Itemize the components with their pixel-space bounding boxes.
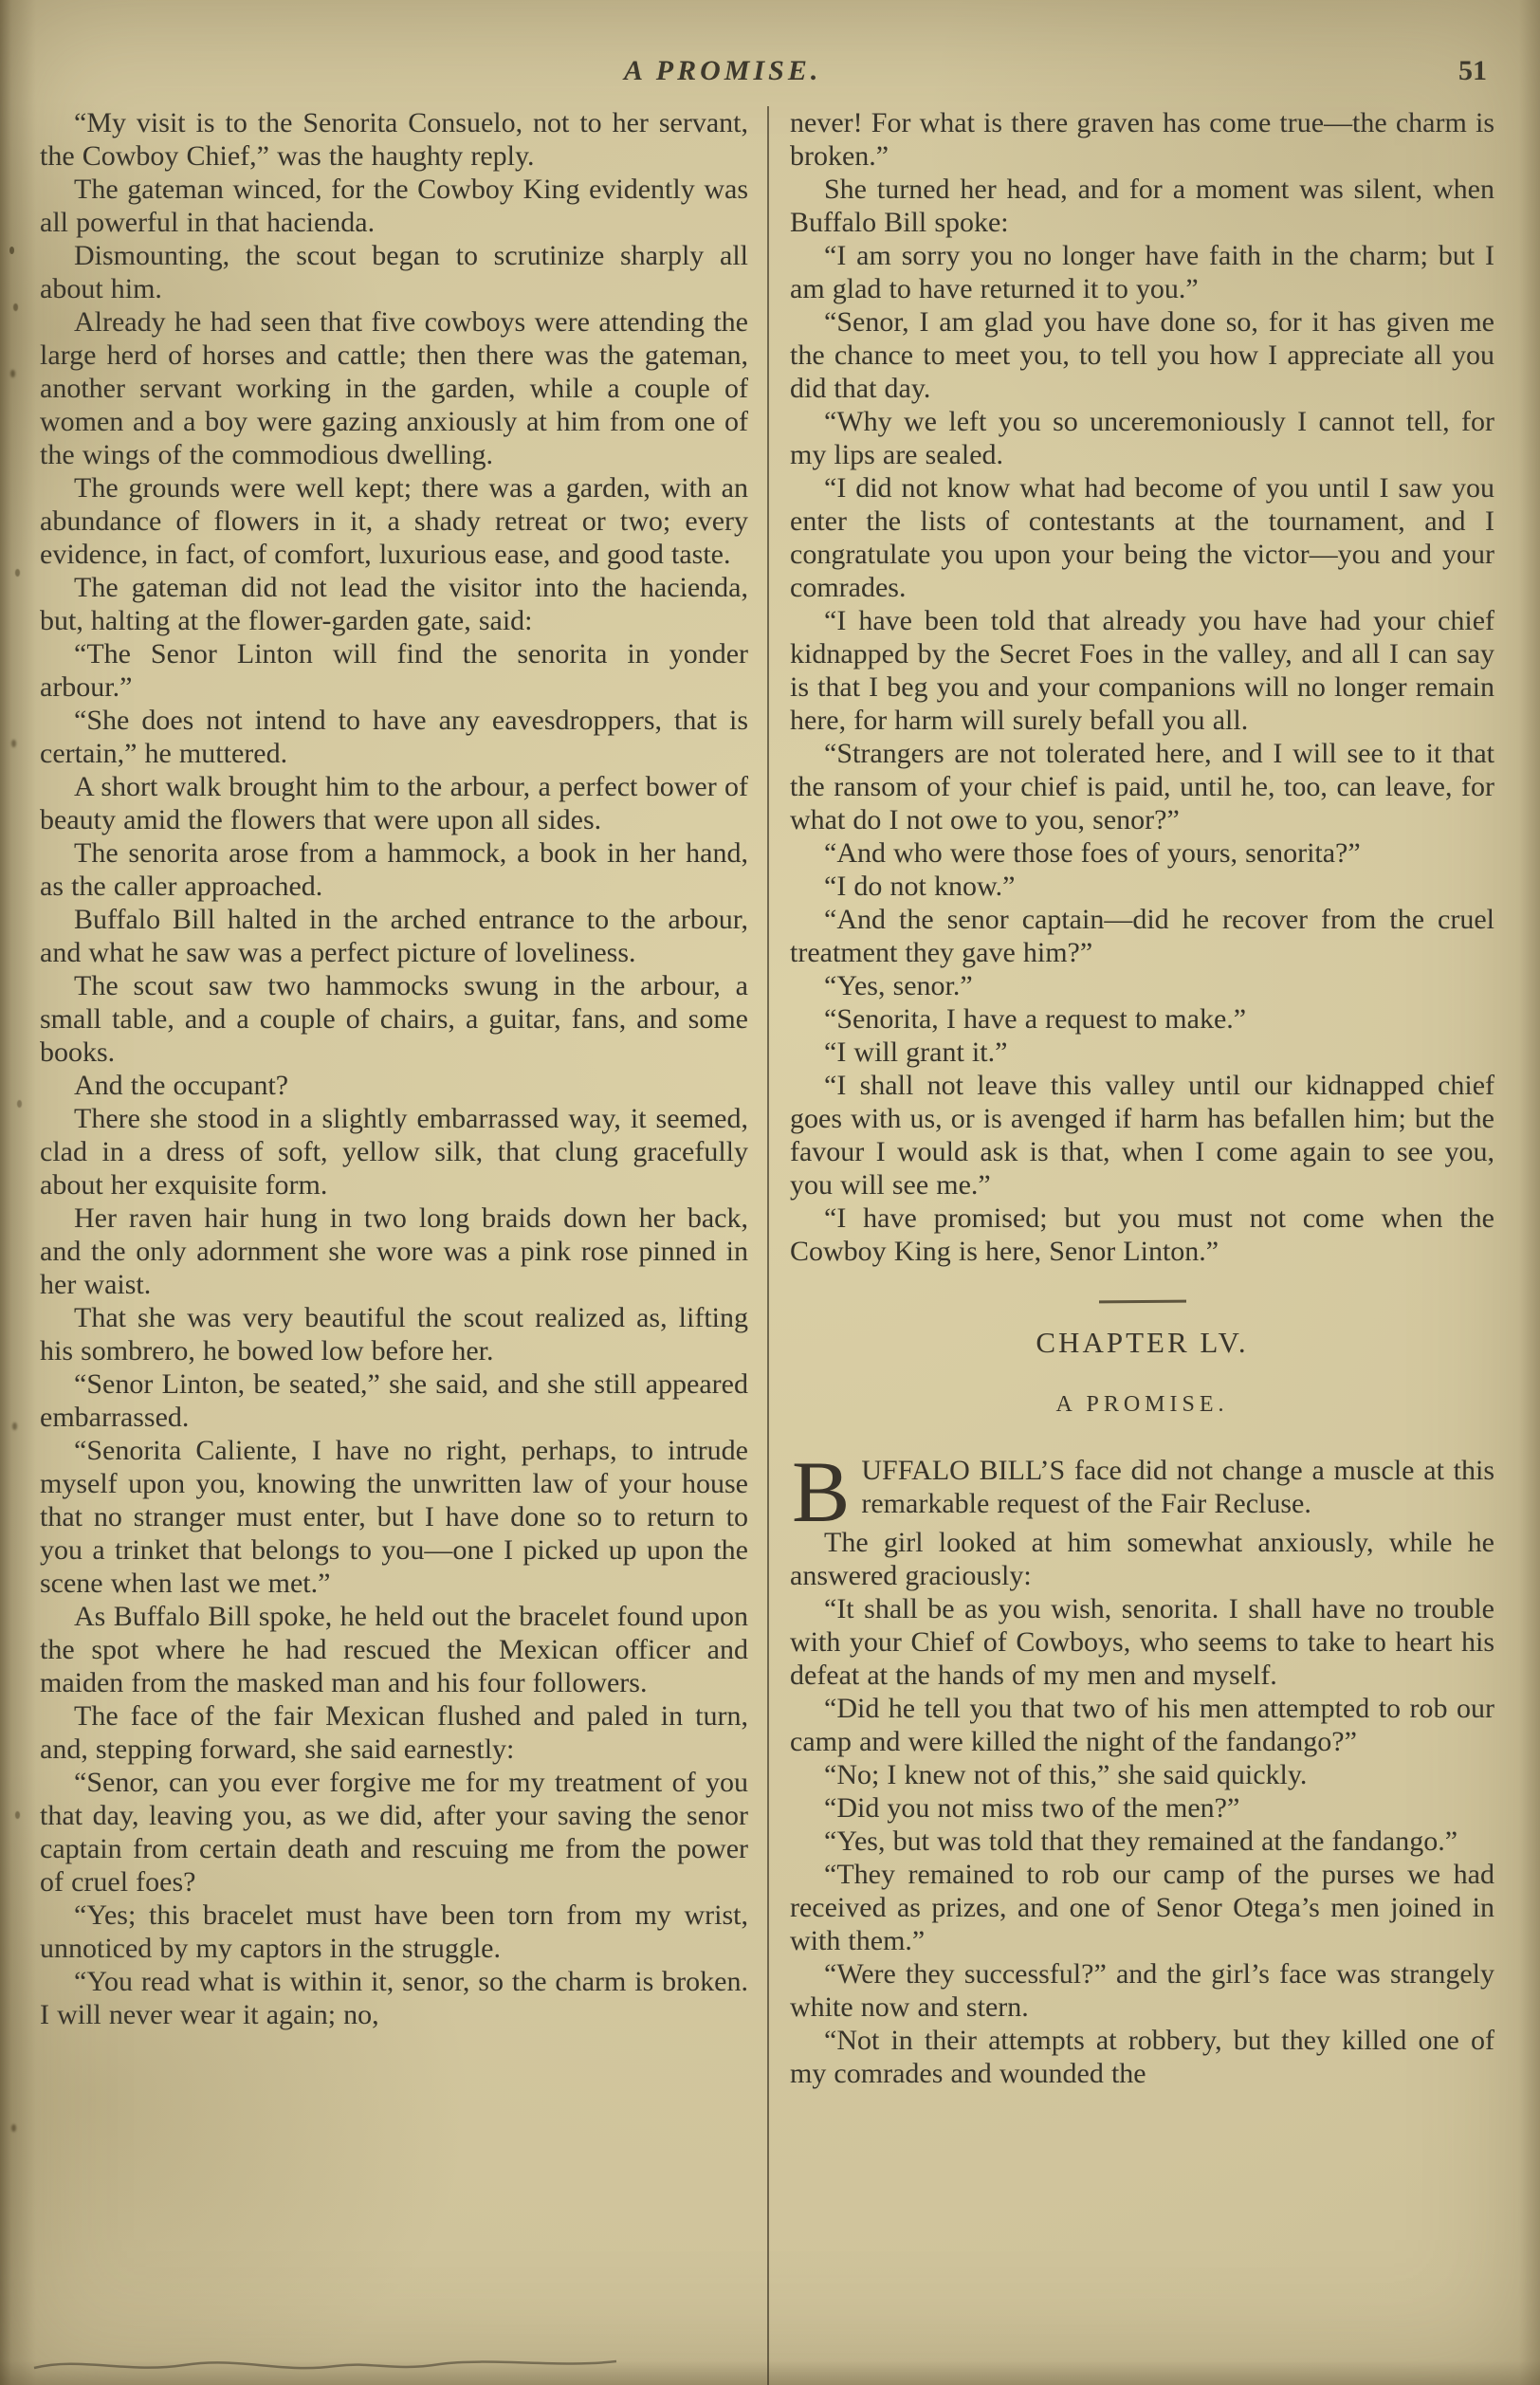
paragraph: “My visit is to the Senorita Consuelo, not to her servant, the Cowboy Chief,” was the haughty reply. [40, 107, 748, 172]
chapter-opening-paragraph [790, 1443, 1494, 1540]
chapter-paragraphs [790, 1526, 1494, 2090]
paragraph: “I did not know what had become of you until I saw you enter the lists of contestants at the tournament, and I congratulate you upon your being the victor—you and your comrades. [790, 472, 1494, 603]
right-column-paragraphs [790, 106, 1494, 1268]
paragraph: “They remained to rob our camp of the purses we had received as prizes, and one of Senor Otega’s men joined in with them.” [790, 1859, 1494, 1956]
paragraph: “Senor Linton, be seated,” she said, and she still appeared embarrassed. [40, 1368, 748, 1433]
paragraph: “Did you not miss two of the men?” [824, 1792, 1240, 1824]
right-column [767, 106, 1494, 2385]
text-columns [40, 106, 1494, 2385]
paragraph: “Yes, but was told that they remained at the fandango.” [824, 1825, 1458, 1857]
paragraph: “I shall not leave this valley until our kidnapped chief goes with us, or is avenged if harm has befallen him; but the favour I would ask is that, when I come again to see you, you will see me.” [790, 1070, 1494, 1201]
paragraph: Dismounting, the scout began to scrutinize sharply all about him. [40, 240, 748, 304]
paragraph: There she stood in a slightly embarrassed way, it seemed, clad in a dress of soft, yellow silk, that clung gracefully about her exquisite form. [40, 1103, 748, 1201]
paragraph: never! For what is there graven has come true—the charm is broken.” [790, 107, 1494, 172]
paragraph: She turned her head, and for a moment was silent, when Buffalo Bill spoke: [790, 174, 1494, 238]
paragraph: “Why we left you so unceremoniously I cannot tell, for my lips are sealed. [790, 406, 1494, 470]
paragraph: “No; I knew not of this,” she said quickly. [824, 1759, 1308, 1790]
paragraph: “I have promised; but you must not come when the Cowboy King is here, Senor Linton.” [790, 1202, 1494, 1267]
page-number: 51 [1458, 55, 1487, 86]
paragraph: Already he had seen that five cowboys were attending the large herd of horses and cattle; then there was the gateman, another servant working in the garden, while a couple of women and a boy were gazing anxiously at him from one of the wings of the commodious dwelling. [40, 306, 748, 470]
paragraph: “She does not intend to have any eavesdroppers, that is certain,” he muttered. [40, 705, 748, 769]
paragraph: “Yes, senor.” [824, 970, 973, 1001]
paragraph: “Yes; this bracelet must have been torn from my wrist, unnoticed by my captors in the struggle. [40, 1899, 748, 1964]
chapter-heading: CHAPTER LV. [1036, 1326, 1249, 1359]
paragraph: And the occupant? [74, 1070, 289, 1101]
chapter-opening-text: UFFALO BILL’S face did not change a muscle at this remarkable request of the Fair Recluse. [861, 1455, 1494, 1519]
paragraph: The gateman winced, for the Cowboy King evidently was all powerful in that hacienda. [40, 174, 748, 238]
paragraph: “Senor, can you ever forgive me for my treatment of you that day, leaving you, as we did, after your saving the senor captain from certain death and rescuing me from the power of cruel foes? [40, 1767, 748, 1898]
paragraph: “Strangers are not tolerated here, and I will see to it that the ransom of your chief is paid, until he, too, can leave, for what do I not owe to you, senor?” [790, 738, 1494, 835]
section-break-rule [1098, 1300, 1185, 1304]
paragraph: “It shall be as you wish, senorita. I shall have no trouble with your Chief of Cowboys, who seems to take to heart his defeat at the hands of my men and myself. [790, 1593, 1494, 1691]
paragraph: “I am sorry you no longer have faith in the charm; but I am glad to have returned it to you.” [790, 240, 1494, 304]
paragraph: “I have been told that already you have had your chief kidnapped by the Secret Foes in the valley, and all I can say is that I beg you and your companions will no longer remain here, for harm will surely befall you all. [790, 605, 1494, 736]
left-column-paragraphs [40, 106, 748, 2031]
scan-pen-mark [32, 2353, 620, 2377]
paragraph: “And the senor captain—did he recover from the cruel treatment they gave him?” [790, 904, 1494, 968]
paragraph: “I will grant it.” [824, 1037, 1008, 1068]
paragraph: “The Senor Linton will find the senorita in yonder arbour.” [40, 638, 748, 703]
paragraph: The gateman did not lead the visitor into the hacienda, but, halting at the flower-garden gate, said: [40, 572, 748, 636]
paragraph: “Not in their attempts at robbery, but they killed one of my comrades and wounded the [790, 2025, 1494, 2089]
paragraph: As Buffalo Bill spoke, he held out the bracelet found upon the spot where he had rescued the Mexican officer and maiden from the masked man and his four followers. [40, 1601, 748, 1698]
paragraph: That she was very beautiful the scout realized as, lifting his sombrero, he bowed low before her. [40, 1302, 748, 1367]
paragraph: Buffalo Bill halted in the arched entrance to the arbour, and what he saw was a perfect picture of loveliness. [40, 904, 748, 968]
paragraph: “And who were those foes of yours, senorita?” [824, 837, 1361, 869]
scan-speckles [9, 247, 14, 254]
paragraph: “Did he tell you that two of his men attempted to rob our camp and were killed the night of the fandango?” [790, 1693, 1494, 1757]
paragraph: The senorita arose from a hammock, a book in her hand, as the caller approached. [40, 837, 748, 902]
paragraph: “Senor, I am glad you have done so, for it has given me the chance to meet you, to tell you how I appreciate all you did that day. [790, 306, 1494, 404]
chapter-subtitle: A PROMISE. [1055, 1392, 1229, 1417]
paragraph: The scout saw two hammocks swung in the arbour, a small table, and a couple of chairs, a guitar, fans, and some books. [40, 970, 748, 1068]
paragraph: The face of the fair Mexican flushed and paled in turn, and, stepping forward, she said earnestly: [40, 1700, 748, 1765]
paragraph: “Senorita Caliente, I have no right, perhaps, to intrude myself upon you, knowing the unwritten law of your house that no stranger must enter, but I have done so to return to you a trinket that belongs to you—one I picked up upon the scene when last we met.” [40, 1435, 748, 1599]
running-header [42, 55, 1491, 97]
paragraph: “I do not know.” [824, 871, 1016, 902]
paragraph: “Senorita, I have a request to make.” [824, 1003, 1247, 1035]
left-column [40, 106, 767, 2385]
paragraph: “You read what is within it, senor, so the charm is broken. I will never wear it again; no, [40, 1966, 748, 2030]
paragraph: The grounds were well kept; there was a garden, with an abundance of flowers in it, a shady retreat or two; every evidence, in fact, of comfort, luxurious ease, and good taste. [40, 472, 748, 570]
paragraph: “Were they successful?” and the girl’s face was strangely white now and stern. [790, 1958, 1494, 2023]
paragraph: Her raven hair hung in two long braids down her back, and the only adornment she wore was a pink rose pinned in her waist. [40, 1202, 748, 1300]
paragraph: A short walk brought him to the arbour, a perfect bower of beauty amid the flowers that were upon all sides. [40, 771, 748, 835]
running-title: A PROMISE. [623, 55, 822, 86]
paragraph: The girl looked at him somewhat anxiously, while he answered graciously: [790, 1527, 1494, 1591]
drop-cap-letter: B [792, 1443, 851, 1540]
